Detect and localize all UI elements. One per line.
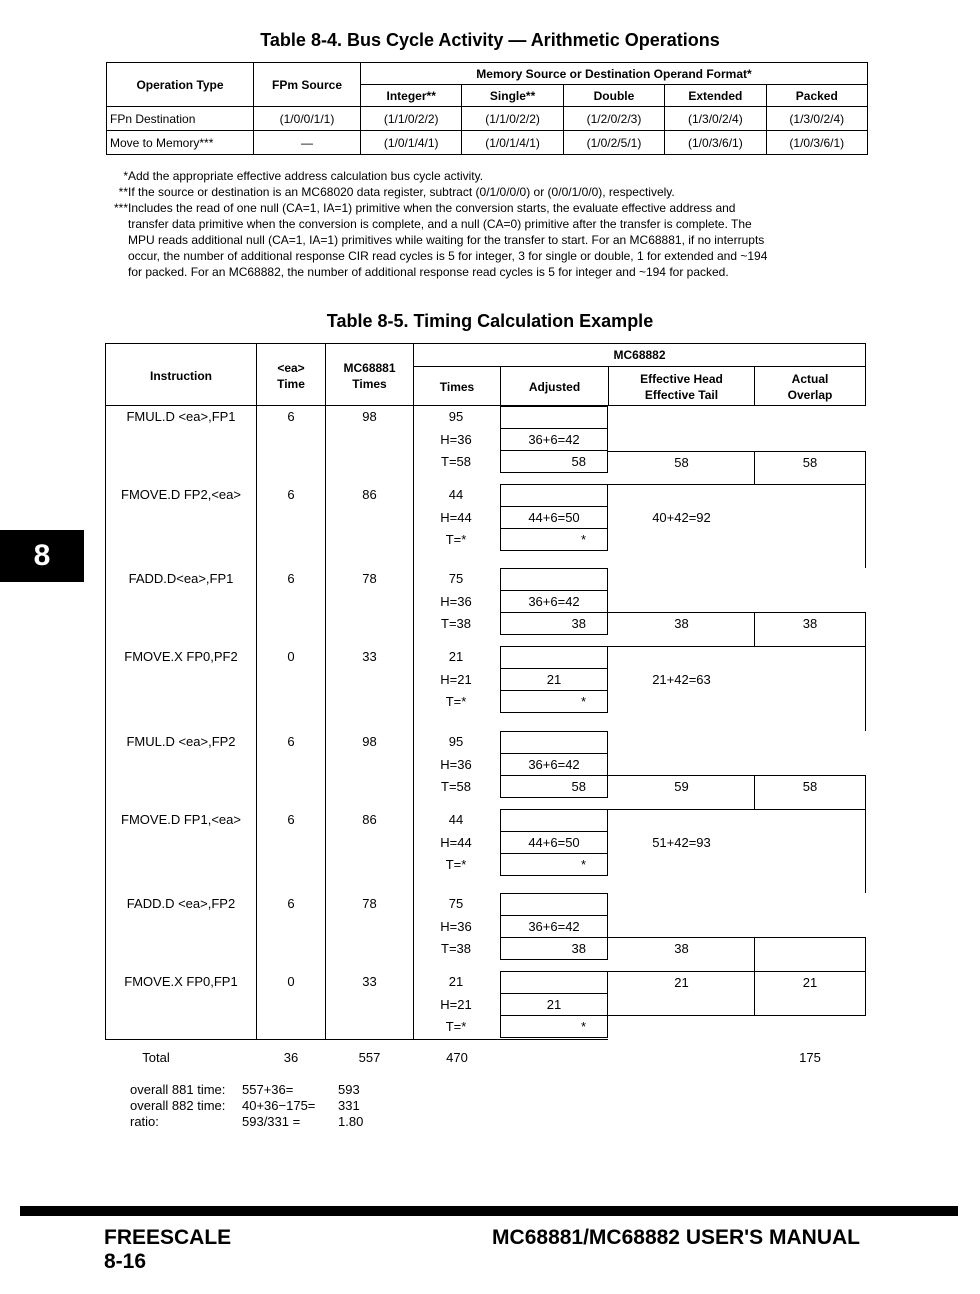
footer-rule — [20, 1206, 958, 1216]
footnote-text: If the source or destination is an MC68020 data register, subtract (0/1/0/0/0) or (0/0/1/0/0), respectively. — [128, 185, 675, 199]
instruction-cell: FMOVE.D FP1,<ea> — [121, 812, 241, 827]
times-cell: H=21 — [440, 672, 472, 687]
mc68881-time-cell: 86 — [362, 812, 377, 827]
rule — [608, 809, 866, 810]
footnote-text: Add the appropriate effective address calculation bus cycle activity. — [128, 169, 484, 183]
rule — [500, 731, 608, 732]
rule — [500, 959, 608, 960]
adjusted-head-cell: 21 — [546, 672, 562, 687]
rule — [607, 731, 608, 753]
rule — [500, 971, 608, 972]
rule — [500, 971, 501, 993]
instruction-cell: FMOVE.D FP2,<ea> — [121, 487, 241, 502]
table-8-5-title: Table 8-5. Timing Calculation Example — [326, 311, 654, 331]
rule — [500, 406, 501, 428]
header-mc68881-times: Times — [352, 377, 387, 391]
total-ea: 36 — [283, 1050, 299, 1065]
times-cell: 95 — [448, 409, 464, 424]
total-mc68881: 557 — [358, 1050, 381, 1065]
header-ea-time: Time — [277, 377, 305, 391]
rule — [500, 831, 608, 832]
instruction-cell: FMOVE.X FP0,FP1 — [124, 974, 238, 989]
adjusted-tail-cell: * — [580, 1019, 586, 1034]
rule — [607, 809, 608, 831]
rule — [865, 809, 866, 893]
times-cell: 95 — [448, 734, 464, 749]
rule — [500, 646, 608, 647]
summary-label: overall 882 time: — [130, 1098, 226, 1113]
mc68881-time-cell: 78 — [362, 896, 377, 911]
ea-time-cell: 6 — [287, 896, 295, 911]
header-instruction: Instruction — [150, 369, 212, 383]
footnote — [100, 200, 880, 216]
mc68881-time-cell: 78 — [362, 571, 377, 586]
row-val: (1/0/1/4/1) — [462, 131, 563, 155]
instruction-cell: FADD.D <ea>,FP2 — [126, 896, 236, 911]
times-cell: 44 — [448, 812, 464, 827]
header-overlap: Overlap — [787, 388, 833, 402]
rule — [607, 668, 608, 690]
bus-cycle-table — [106, 62, 868, 155]
total-times: 470 — [446, 1050, 468, 1065]
adjusted-tail-cell: * — [580, 532, 586, 547]
rule — [500, 428, 501, 450]
header-overlap: Actual — [791, 372, 829, 386]
rule — [500, 993, 501, 1015]
summary-line — [130, 1082, 363, 1098]
rule — [500, 937, 608, 938]
adjusted-tail-cell: 38 — [571, 941, 586, 956]
rule — [105, 343, 106, 1039]
times-cell: T=38 — [441, 616, 471, 631]
rule — [608, 775, 866, 776]
times-cell: 21 — [448, 649, 464, 664]
adjusted-head-cell: 21 — [546, 997, 562, 1012]
rule — [500, 712, 608, 713]
rule — [607, 484, 608, 506]
overlap-cell: 38 — [802, 616, 818, 631]
summary-label: overall 881 time: — [130, 1082, 226, 1097]
rule — [607, 831, 608, 853]
rule — [500, 690, 608, 691]
rule — [500, 450, 608, 451]
rule — [608, 484, 866, 485]
rule — [500, 506, 608, 507]
row-val: (1/3/0/2/4) — [665, 107, 766, 131]
rule — [500, 853, 608, 854]
times-cell: H=36 — [440, 757, 472, 772]
effective-cell: 40+42=92 — [652, 510, 711, 525]
overlap-cell: 58 — [802, 779, 818, 794]
rule — [607, 937, 608, 959]
header-times: Times — [439, 380, 475, 394]
rule — [607, 971, 608, 993]
rule — [500, 668, 501, 690]
rule — [500, 831, 501, 853]
overlap-cell: 21 — [802, 975, 818, 990]
summary-value: 331 — [338, 1098, 360, 1113]
header-extended: Extended — [665, 85, 766, 107]
effective-cell: 51+42=93 — [652, 835, 711, 850]
rule — [607, 690, 608, 712]
rule — [500, 612, 501, 634]
instruction-cell: FMUL.D <ea>,FP2 — [126, 734, 236, 749]
adjusted-tail-cell: 38 — [571, 616, 586, 631]
rule — [500, 893, 608, 894]
rule — [500, 612, 608, 613]
mc68881-time-cell: 98 — [362, 409, 377, 424]
times-cell: H=21 — [440, 997, 472, 1012]
rule — [500, 484, 608, 485]
header-adjusted: Adjusted — [528, 380, 581, 394]
header-operation-type: Operation Type — [107, 63, 254, 107]
rule — [607, 528, 608, 550]
row-val: (1/1/0/2/2) — [462, 107, 563, 131]
rule — [500, 590, 608, 591]
effective-cell: 38 — [674, 616, 689, 631]
times-cell: 75 — [448, 571, 464, 586]
rule — [607, 893, 608, 915]
rule — [607, 450, 608, 472]
rule — [865, 937, 866, 971]
adjusted-head-cell: 36+6=42 — [528, 432, 580, 447]
rule — [607, 590, 608, 612]
rule — [607, 1015, 608, 1037]
rule — [607, 853, 608, 875]
header-fpm-source: FPm Source — [254, 63, 361, 107]
rule — [500, 484, 501, 506]
overlap-cell: 58 — [802, 455, 818, 470]
times-cell: 75 — [448, 896, 464, 911]
rule — [105, 1039, 608, 1040]
rule — [500, 472, 608, 473]
footnote-text: occur, the number of additional response CIR read cycles is 5 for integer, 3 for single or double, 1 for extended and ~194 — [128, 249, 768, 263]
ea-time-cell: 6 — [287, 812, 295, 827]
mc68881-time-cell: 33 — [362, 649, 377, 664]
rule — [607, 612, 608, 634]
summary-expr: 40+36−175= — [242, 1098, 316, 1113]
summary-expr: 557+36= — [242, 1082, 294, 1097]
rule — [608, 612, 866, 613]
header-effective: Effective Tail — [644, 388, 719, 402]
header-mc68882: MC68882 — [613, 348, 666, 362]
row-val: (1/0/3/6/1) — [766, 131, 867, 155]
rule — [865, 646, 866, 731]
times-cell: T=58 — [441, 779, 471, 794]
header-memory-format: Memory Source or Destination Operand Format* — [361, 63, 868, 85]
header-effective: Effective Head — [640, 372, 723, 386]
rule — [608, 971, 866, 972]
footnotes — [100, 168, 880, 280]
rule — [500, 1015, 608, 1016]
rule — [105, 343, 866, 344]
footnote — [100, 168, 880, 184]
rule — [865, 343, 866, 406]
table-row — [107, 107, 868, 131]
header-mc68881-times: MC68881 — [343, 361, 396, 375]
row-val: (1/0/2/5/1) — [563, 131, 664, 155]
times-cell: 21 — [448, 974, 464, 989]
ea-time-cell: 6 — [287, 487, 295, 502]
total-overlap: 175 — [799, 1050, 821, 1065]
header-single: Single** — [462, 85, 563, 107]
row-val: (1/2/0/2/3) — [563, 107, 664, 131]
rule — [500, 937, 501, 959]
times-cell: 44 — [448, 487, 464, 502]
rule — [500, 406, 608, 407]
rule — [500, 893, 501, 915]
rule — [608, 451, 866, 452]
footnote-text: for packed. For an MC68882, the number of additional response read cycles is 5 for integer and ~194 for packed. — [128, 265, 729, 279]
row-val: (1/0/3/6/1) — [665, 131, 766, 155]
mc68881-time-cell: 98 — [362, 734, 377, 749]
adjusted-tail-cell: * — [580, 694, 586, 709]
header-double: Double — [563, 85, 664, 107]
row-op: FPn Destination — [107, 107, 254, 131]
chapter-tab: 8 — [0, 530, 84, 582]
adjusted-head-cell: 36+6=42 — [528, 919, 580, 934]
row-val: (1/3/0/2/4) — [766, 107, 867, 131]
row-val: (1/1/0/2/2) — [361, 107, 462, 131]
table-8-4-title: Table 8-4. Bus Cycle Activity — Arithmetic Operations — [260, 30, 720, 50]
rule — [500, 450, 501, 472]
times-cell: H=36 — [440, 919, 472, 934]
rule — [500, 775, 608, 776]
ea-time-cell: 0 — [287, 649, 295, 664]
page-number: 8-16 — [104, 1250, 147, 1273]
effective-cell: 38 — [674, 941, 689, 956]
adjusted-tail-cell: 58 — [571, 779, 586, 794]
rule — [865, 775, 866, 809]
times-cell: T=* — [445, 694, 467, 709]
rule — [500, 690, 501, 712]
rule — [865, 971, 866, 1015]
rule — [607, 428, 608, 450]
mc68881-time-cell: 33 — [362, 974, 377, 989]
rule — [500, 875, 608, 876]
summary-value: 593 — [338, 1082, 360, 1097]
rule — [500, 993, 608, 994]
effective-cell: 21 — [674, 975, 689, 990]
rule — [500, 809, 608, 810]
rule — [500, 1037, 608, 1038]
row-src: (1/0/0/1/1) — [254, 107, 361, 131]
rule — [500, 731, 501, 753]
summary-label: ratio: — [130, 1114, 159, 1129]
footnote — [100, 184, 880, 200]
effective-cell: 58 — [674, 455, 689, 470]
rule — [500, 634, 608, 635]
rule — [325, 343, 326, 1039]
times-cell: H=36 — [440, 432, 472, 447]
rule — [608, 646, 866, 647]
row-val: (1/0/1/4/1) — [361, 131, 462, 155]
times-cell: T=* — [445, 1019, 467, 1034]
effective-cell: 59 — [674, 779, 689, 794]
rule — [500, 506, 501, 528]
rule — [500, 646, 501, 668]
rule — [500, 753, 608, 754]
summary-line — [130, 1098, 363, 1114]
summary-value: 1.80 — [338, 1114, 364, 1129]
adjusted-head-cell: 36+6=42 — [528, 594, 580, 609]
rule — [500, 853, 501, 875]
rule — [608, 937, 866, 938]
rule — [500, 590, 501, 612]
table-row — [107, 131, 868, 155]
times-cell: T=38 — [441, 941, 471, 956]
rule — [607, 993, 608, 1015]
ea-time-cell: 6 — [287, 409, 295, 424]
footnote-mark: * — [123, 169, 128, 183]
rule — [865, 451, 866, 484]
rule — [500, 797, 608, 798]
rule — [256, 343, 257, 1039]
rule — [500, 528, 608, 529]
rule — [105, 405, 866, 406]
footnote-text: Includes the read of one null (CA=1, IA=1) primitive when the conversion starts, the evaluate effective address and — [128, 201, 736, 215]
adjusted-head-cell: 44+6=50 — [528, 835, 580, 850]
row-src: — — [254, 131, 361, 155]
rule — [500, 809, 501, 831]
times-cell: T=* — [445, 532, 467, 547]
times-cell: H=36 — [440, 594, 472, 609]
header-integer: Integer** — [361, 85, 462, 107]
rule — [500, 428, 608, 429]
row-op: Move to Memory*** — [107, 131, 254, 155]
ea-time-cell: 6 — [287, 734, 295, 749]
rule — [608, 1015, 866, 1016]
instruction-cell: FMOVE.X FP0,PF2 — [124, 649, 238, 664]
adjusted-tail-cell: 58 — [571, 454, 586, 469]
rule — [500, 668, 608, 669]
rule — [607, 506, 608, 528]
rule — [500, 528, 501, 550]
footnote-mark: *** — [113, 201, 128, 215]
ea-time-cell: 0 — [287, 974, 295, 989]
rule — [865, 612, 866, 646]
ea-time-cell: 6 — [287, 571, 295, 586]
rule — [607, 915, 608, 937]
rule — [607, 406, 608, 428]
footnote-text: transfer data primitive when the conversion is complete, and a null (CA=0) primitive after the transfer is complete. The — [128, 217, 752, 231]
rule — [865, 484, 866, 568]
rule — [500, 550, 608, 551]
header-ea-time: <ea> — [277, 361, 305, 375]
adjusted-head-cell: 44+6=50 — [528, 510, 580, 525]
mc68881-time-cell: 86 — [362, 487, 377, 502]
rule — [500, 753, 501, 775]
instruction-cell: FMUL.D <ea>,FP1 — [126, 409, 236, 424]
footnote-text: MPU reads additional null (CA=1, IA=1) primitives while waiting for the transfer to start. For an MC68881, if no interrupts — [128, 233, 765, 247]
rule — [414, 366, 866, 367]
footer-brand: FREESCALE — [104, 1226, 232, 1249]
effective-cell: 21+42=63 — [652, 672, 711, 687]
summary-expr: 593/331 = — [242, 1114, 301, 1129]
header-packed: Packed — [766, 85, 867, 107]
total-label: Total — [142, 1050, 170, 1065]
rule — [500, 775, 501, 797]
times-cell: T=58 — [441, 454, 471, 469]
footnote-mark: ** — [118, 185, 128, 199]
rule — [500, 1015, 501, 1037]
rule — [500, 568, 501, 590]
adjusted-tail-cell: * — [580, 857, 586, 872]
rule — [500, 568, 608, 569]
rule — [607, 646, 608, 668]
rule — [754, 937, 755, 971]
times-cell: H=44 — [440, 510, 472, 525]
manual-title: MC68881/MC68882 USER'S MANUAL — [492, 1226, 860, 1249]
rule — [607, 753, 608, 775]
instruction-cell: FADD.D<ea>,FP1 — [128, 571, 234, 586]
adjusted-head-cell: 36+6=42 — [528, 757, 580, 772]
rule — [413, 343, 414, 1039]
rule — [607, 568, 608, 590]
summary-line — [130, 1114, 363, 1130]
summary — [130, 1082, 363, 1130]
times-cell: H=44 — [440, 835, 472, 850]
rule — [607, 775, 608, 797]
rule — [500, 915, 608, 916]
times-cell: T=* — [445, 857, 467, 872]
rule — [500, 915, 501, 937]
